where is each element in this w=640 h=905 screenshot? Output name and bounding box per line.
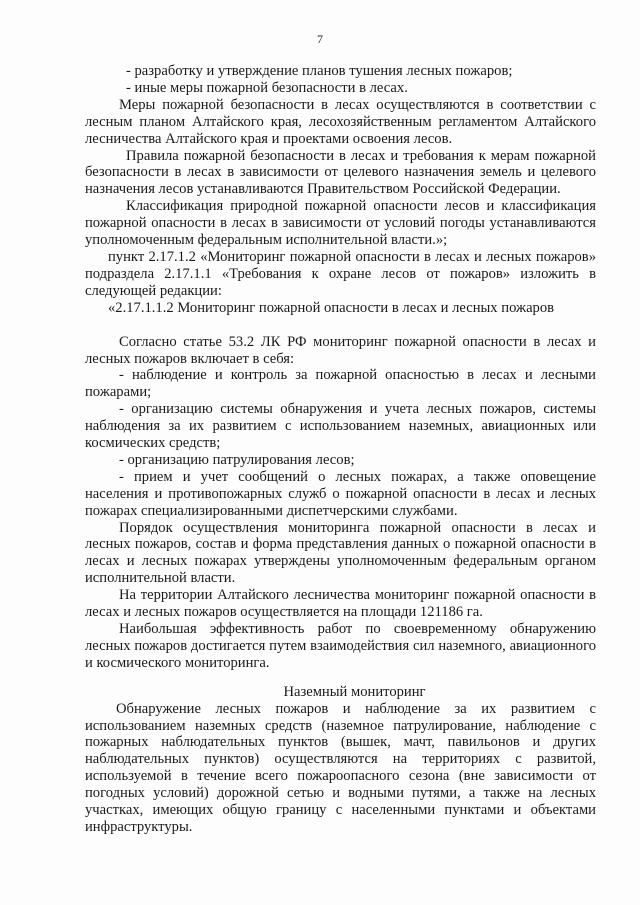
document-body	[85, 63, 596, 836]
paragraph: Порядок осуществления мониторинга пожарной опасности в лесах и лесных пожаров, состав и форма представления данных о пожарной опасности в лесах и лесных пожарах утверждены уполномоченным федеральным органом исполнительной власти.	[85, 519, 596, 587]
spacer	[85, 317, 596, 334]
list-item: - прием и учет сообщений о лесных пожарах, а также оповещение населения и противопожарных служб о пожарной опасности в лесах и лесных пожарах специализированными диспетчерскими службами.	[85, 468, 596, 519]
list-item: - организацию системы обнаружения и учета лесных пожаров, системы наблюдения за их развитием с использованием наземных, авиационных или космических средств;	[85, 401, 596, 452]
list-item: - организацию патрулирования лесов;	[119, 451, 355, 468]
spacer	[85, 672, 596, 684]
paragraph: Классификация природной пожарной опасности лесов и классификация пожарной опасности в лесах в зависимости от условий погоды устанавливаются уполномоченным федеральным исполнительной власти.»;	[85, 198, 596, 249]
paragraph: пункт 2.17.1.2 «Мониторинг пожарной опасности в лесах и лесных пожаров» подраздела 2.17.1.1 «Требования к охране лесов от пожаров» изложить в следующей редакции:	[85, 248, 596, 299]
section-heading: «2.17.1.1.2 Мониторинг пожарной опасности в лесах и лесных пожаров	[108, 299, 555, 316]
list-item: - разработку и утверждение планов тушения лесных пожаров;	[126, 63, 513, 79]
subsection-heading: Наземный мониторинг	[283, 683, 426, 700]
list-item: - иные меры пожарной безопасности в лесах.	[126, 79, 408, 96]
paragraph: Правила пожарной безопасности в лесах и требования к мерам пожарной безопасности в лесах в зависимости от целевого назначения земель и целевого назначения лесов устанавливаются Правительством Российской Федерации.	[85, 147, 596, 198]
page-number: 7	[317, 32, 323, 46]
list-item: - наблюдение и контроль за пожарной опасностью в лесах и лесными пожарами;	[85, 367, 596, 401]
paragraph: Меры пожарной безопасности в лесах осуществляются в соответствии с лесным планом Алтайского края, лесохозяйственным регламентом Алтайского лесничества Алтайского края и проектами освоения лесов.	[85, 96, 596, 147]
paragraph: Согласно статье 53.2 ЛК РФ мониторинг пожарной опасности в лесах и лесных пожаров включает в себя:	[85, 333, 596, 367]
paragraph: Наибольшая эффективность работ по своевременному обнаружению лесных пожаров достигается путем взаимодействия сил наземного, авиационного и космического мониторинга.	[85, 621, 596, 671]
paragraph: Обнаружение лесных пожаров и наблюдение за их развитием с использованием наземных средств (наземное патрулирование, наблюдение с пожарных наблюдательных пунктов (вышек, мачт, павильонов и других наблюдательных пунктов) осуществляются на территориях с развитой, используемой в течение всего пожароопасного сезона (вне зависимости от погодных условий) дорожной сетью и водными путями, а также на лесных участках, имеющих общую границу с населенными пунктами и объектами инфраструктуры.	[85, 700, 596, 835]
paragraph: На территории Алтайского лесничества мониторинг пожарной опасности в лесах и лесных пожаров осуществляется на площади 121186 га.	[85, 587, 596, 621]
